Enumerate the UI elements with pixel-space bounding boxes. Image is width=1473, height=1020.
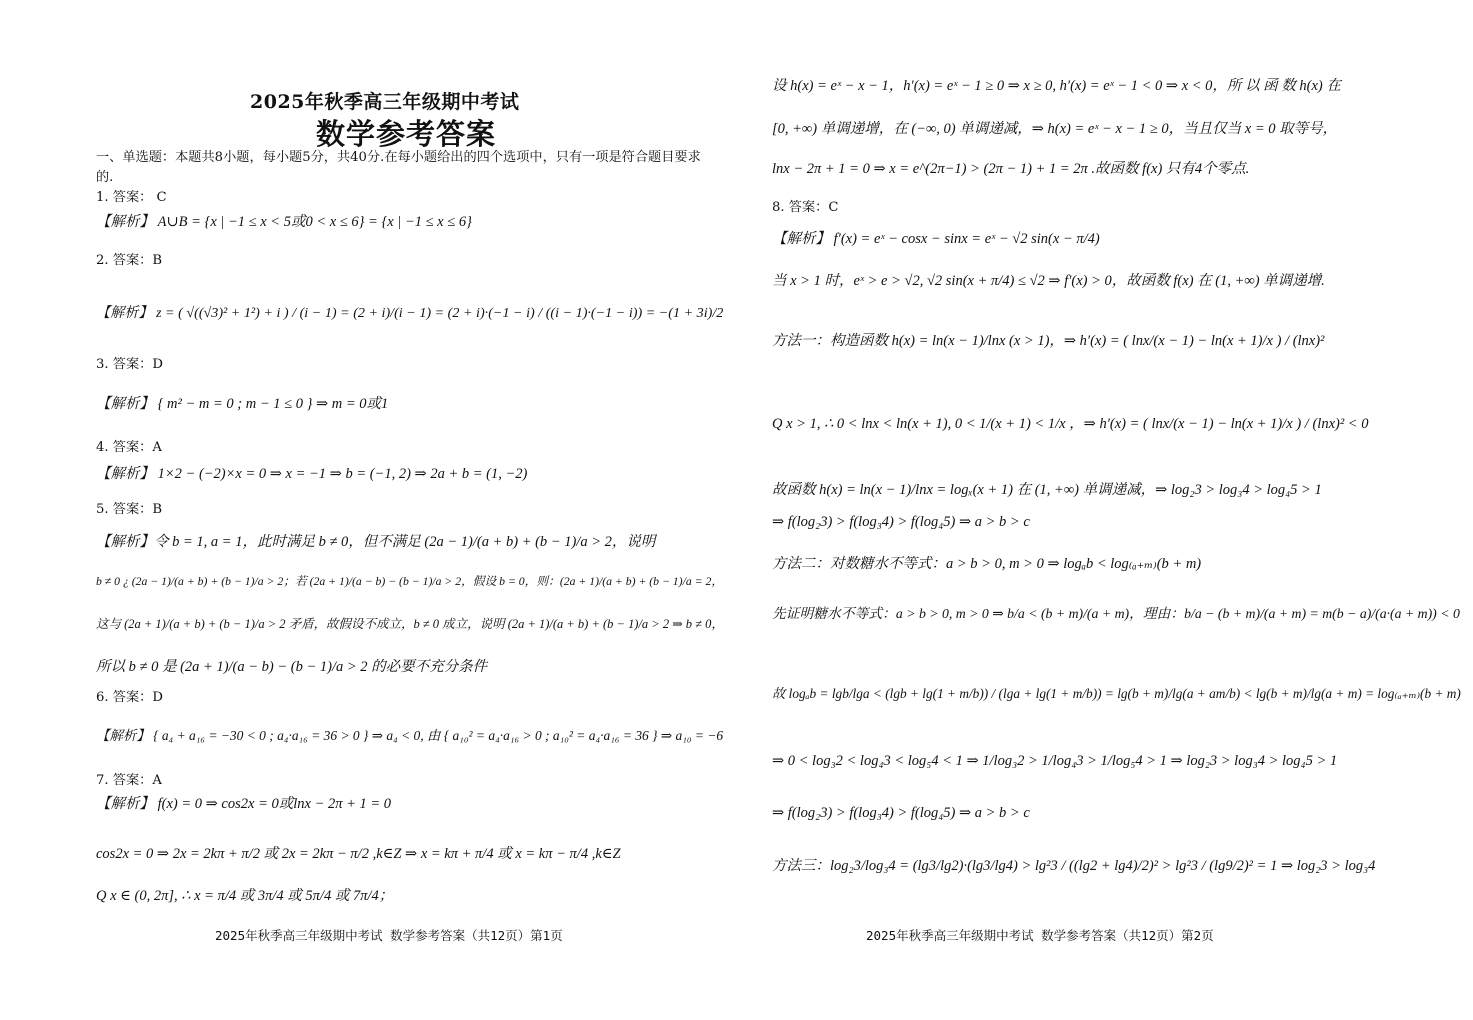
solution-3: 【解析】 { m² − m = 0 ; m − 1 ≤ 0 } ⇒ m = 0或1 <box>96 396 389 412</box>
answer-page-1 <box>0 0 736 1020</box>
solution-8-line-1: 【解析】 f′(x) = eˣ − cosx − sinx = eˣ − √2 sin(x − π/4) <box>772 231 1100 247</box>
method-2-line-3: 故 logₐb = lgb/lga < (lgb + lg(1 + m/b)) / (lga + lg(1 + m/b)) = lg(b + m)/lg(a + am/b) < lg(b + m)/lg(a + m) = log₍ₐ₊ₘ₎(b + m) <box>772 686 1461 701</box>
page-footer: 2025年秋季高三年级期中考试 数学参考答案（共12页）第1页 <box>215 928 563 943</box>
solution-5-line-3: 这与 (2a + 1)/(a + b) + (b − 1)/a > 2 矛盾，故假设不成立，b ≠ 0 成立，说明 (2a + 1)/(a + b) + (b − 1)/a > 2 ⇒ b ≠ 0， <box>96 617 724 631</box>
solution-4: 【解析】 1×2 − (−2)×x = 0 ⇒ x = −1 ⇒ b = (−1, 2) ⇒ 2a + b = (1, −2) <box>96 466 528 482</box>
solution-5-line-2: b ≠ 0 ¿ (2a − 1)/(a + b) + (b − 1)/a > 2；若 (2a + 1)/(a − b) − (b − 1)/a > 2，假设 b = 0，则：(2a + 1)/(a + b) + (b − 1)/a = 2， <box>96 575 724 588</box>
solution-7-line-3: Q x ∈ (0, 2π], ∴ x = π/4 或 3π/4 或 5π/4 或 7π/4； <box>96 888 394 904</box>
method-1-line-3: 故函数 h(x) = ln(x − 1)/lnx = logₓ(x + 1) 在 (1, +∞) 单调递减，⇒ log₂3 > log₃4 > log₄5 > 1 <box>772 482 1322 498</box>
answer-key-title: 数学参考答案 <box>316 117 497 151</box>
method-2-line-4: ⇒ 0 < log₃2 < log₄3 < log₅4 < 1 ⇒ 1/log₃2 > 1/log₄3 > 1/log₅4 > 1 ⇒ log₂3 > log₃4 > log₄5 > 1 <box>772 753 1338 769</box>
exam-title: 2025年秋季高三年级期中考试 <box>250 91 520 113</box>
solution-5-line-4: 所以 b ≠ 0 是 (2a + 1)/(a − b) − (b − 1)/a > 2 的必要不充分条件 <box>96 659 488 675</box>
method-2-line-2: 先证明糖水不等式：a > b > 0, m > 0 ⇒ b/a < (b + m)/(a + m)，理由：b/a − (b + m)/(a + m) = m(b − a)/(a·(a + m)) < 0 <box>772 606 1460 621</box>
answer-4: 4. 答案：A <box>96 440 162 455</box>
method-1-line-1: 方法一：构造函数 h(x) = ln(x − 1)/lnx (x > 1)，⇒ h′(x) = ( lnx/(x − 1) − ln(x + 1)/x ) / (lnx)² <box>772 333 1325 349</box>
solution-8-line-2: 当 x > 1 时，eˣ > e > √2, √2 sin(x + π/4) ≤ √2 ⇒ f′(x) > 0，故函数 f(x) 在 (1, +∞) 单调递增. <box>772 273 1325 289</box>
method-1-line-2: Q x > 1, ∴ 0 < lnx < ln(x + 1), 0 < 1/(x + 1) < 1/x ，⇒ h′(x) = ( lnx/(x − 1) − ln(x + 1)/x ) / (lnx)² < 0 <box>772 416 1369 432</box>
answer-8: 8. 答案：C <box>772 200 839 215</box>
answer-2: 2. 答案：B <box>96 253 163 268</box>
method-2-line-5: ⇒ f(log₂3) > f(log₃4) > f(log₄5) ⇒ a > b > c <box>772 805 1030 821</box>
method-3-line-1: 方法三：log₂3/log₃4 = (lg3/lg2)·(lg3/lg4) > lg²3 / ((lg2 + lg4)/2)² > lg²3 / (lg9/2)² = 1 ⇒ log₂3 > log₃4 <box>772 858 1376 874</box>
solution-7-line-2: cos2x = 0 ⇒ 2x = 2kπ + π/2 或 2x = 2kπ − π/2 ,k∈Z ⇒ x = kπ + π/4 或 x = kπ − π/4 ,k∈Z <box>96 846 621 862</box>
solution-7-line-5: [0, +∞) 单调递增，在 (−∞, 0) 单调递减，⇒ h(x) = eˣ − x − 1 ≥ 0，当且仅当 x = 0 取等号， <box>772 121 1338 137</box>
solution-7-line-1: 【解析】 f(x) = 0 ⇒ cos2x = 0或lnx − 2π + 1 = 0 <box>96 796 392 812</box>
method-2-line-1: 方法二：对数糖水不等式：a > b > 0, m > 0 ⇒ logₐb < log₍ₐ₊ₘ₎(b + m) <box>772 556 1202 572</box>
answer-6: 6. 答案：D <box>96 690 163 705</box>
answer-7: 7. 答案：A <box>96 773 162 788</box>
section-intro: 一、单选题：本题共8小题，每小题5分，共40分.在每小题给出的四个选项中，只有一项是符合题目要求的. <box>96 150 701 186</box>
method-1-line-4: ⇒ f(log₂3) > f(log₃4) > f(log₄5) ⇒ a > b > c <box>772 514 1030 530</box>
solution-2: 【解析】 z = ( √((√3)² + 1²) + i ) / (i − 1) = (2 + i)/(i − 1) = (2 + i)·(−1 − i) / ((i − 1)·(−1 − i)) = −(1 + 3i)/2 <box>96 305 724 321</box>
solution-6: 【解析】 { a₄ + a₁₆ = −30 < 0 ; a₄·a₁₆ = 36 > 0 } ⇒ a₄ < 0, 由 { a₁₀² = a₄·a₁₆ > 0 ; a₁₀² = a₄·a₁₆ = 36 } ⇒ a₁₀ = −6 <box>96 728 724 743</box>
answer-1: 1. 答案： C <box>96 190 167 205</box>
page-footer: 2025年秋季高三年级期中考试 数学参考答案（共12页）第2页 <box>866 928 1214 943</box>
solution-7-line-6: lnx − 2π + 1 = 0 ⇒ x = e^(2π−1) > (2π − 1) + 1 = 2π .故函数 f(x) 只有4个零点. <box>772 161 1250 177</box>
solution-7-line-4: 设 h(x) = eˣ − x − 1，h′(x) = eˣ − 1 ≥ 0 ⇒ x ≥ 0, h′(x) = eˣ − 1 < 0 ⇒ x < 0，所 以 函 数 h(x) 在 <box>772 78 1341 94</box>
answer-3: 3. 答案：D <box>96 357 163 372</box>
solution-5-line-1: 【解析】令 b = 1, a = 1，此时满足 b ≠ 0，但不满足 (2a − 1)/(a + b) + (b − 1)/a > 2，说明 <box>96 534 656 550</box>
solution-1: 【解析】 A∪B = {x | −1 ≤ x < 5或0 < x ≤ 6} = {x | −1 ≤ x ≤ 6} <box>96 214 472 230</box>
answer-page-2 <box>736 0 1473 1020</box>
answer-5: 5. 答案：B <box>96 502 163 517</box>
